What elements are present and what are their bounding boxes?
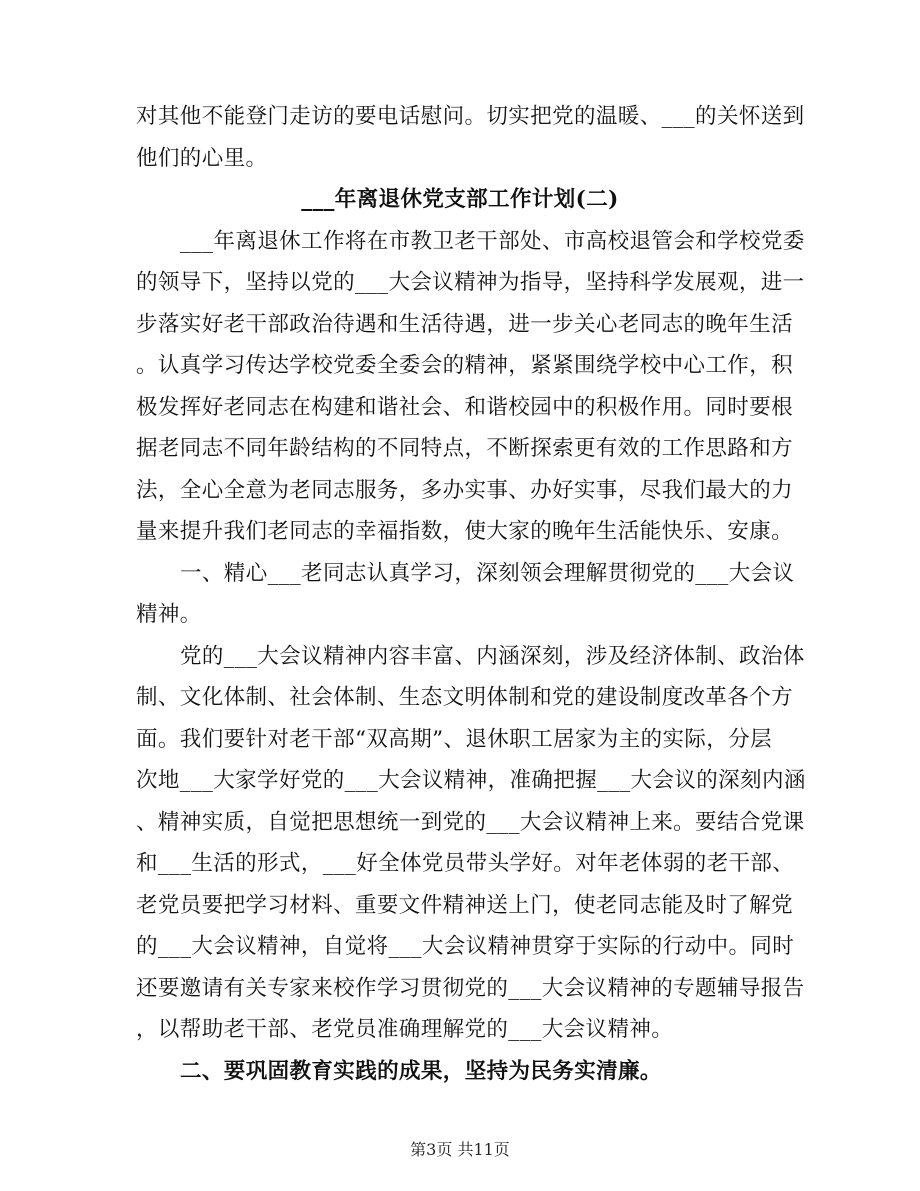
text-line: 。认真学习传达学校党委全委会的精神，紧紧围绕学校中心工作，积 bbox=[136, 353, 794, 378]
text-line: 、精神实质，自觉把思想统一到党的___大会议精神上来。要结合党课 bbox=[136, 809, 805, 835]
text-line: 党的___大会议精神内容丰富、内涵深刻，涉及经济体制、政治体 bbox=[180, 643, 805, 669]
text-line: 的领导下，坚持以党的___大会议精神为指导，坚持科学发展观，进一 bbox=[136, 270, 805, 295]
text-line: 的___大会议精神，自觉将___大会议精神贯穿于实际的行动中。同时 bbox=[136, 934, 795, 959]
text-line: 老党员要把学习材料、重要文件精神送上门，使老同志能及时了解党 bbox=[136, 892, 794, 918]
text-line: ___年离退休工作将在市教卫老干部处、市高校退管会和学校党委 bbox=[180, 228, 805, 254]
page-number: 第3页 共11页 bbox=[410, 1140, 510, 1159]
text-line: 制、文化体制、社会体制、生态文明体制和党的建设制度改革各个方 bbox=[136, 685, 794, 710]
section-heading: 二、要巩固教育实践的成果，坚持为民务实清廉。 bbox=[180, 1058, 662, 1084]
section-heading: 一、精心___老同志认真学习，深刻领会理解贯彻党的___大会议 bbox=[180, 560, 795, 586]
section-title: ___年离退休党支部工作计划(二) bbox=[301, 187, 619, 212]
text-line: 和___生活的形式，___好全体党员带头学好。对年老体弱的老干部、 bbox=[136, 851, 795, 876]
document-body bbox=[136, 102, 806, 1098]
text-line: 对其他不能登门走访的要电话慰问。切实把党的温暖、___的关怀送到 bbox=[136, 104, 805, 129]
text-line: 法，全心全意为老同志服务，多办实事、办好实事，尽我们最大的力 bbox=[136, 477, 794, 503]
text-line: 极发挥好老同志在构建和谐社会、和谐校园中的积极作用。同时要根 bbox=[136, 394, 794, 420]
text-line: 量来提升我们老同志的幸福指数，使大家的晚年生活能快乐、安康。 bbox=[136, 519, 794, 544]
text-line: 面。我们要针对老干部“双高期”、退休职工居家为主的实际，分层 bbox=[136, 726, 772, 752]
text-line: 步落实好老干部政治待遇和生活待遇，进一步关心老同志的晚年生活 bbox=[136, 311, 794, 337]
text-line: 次地___大家学好党的___大会议精神，准确把握___大会议的深刻内涵 bbox=[136, 768, 806, 793]
text-line: 他们的心里。 bbox=[136, 145, 268, 171]
section-heading: 精神。 bbox=[136, 602, 202, 627]
text-line: 据老同志不同年龄结构的不同特点，不断探索更有效的工作思路和方 bbox=[136, 436, 794, 461]
text-line: 还要邀请有关专家来校作学习贯彻党的___大会议精神的专题辅导报告 bbox=[136, 975, 805, 1001]
text-line: ，以帮助老干部、老党员准确理解党的___大会议精神。 bbox=[136, 1017, 674, 1042]
